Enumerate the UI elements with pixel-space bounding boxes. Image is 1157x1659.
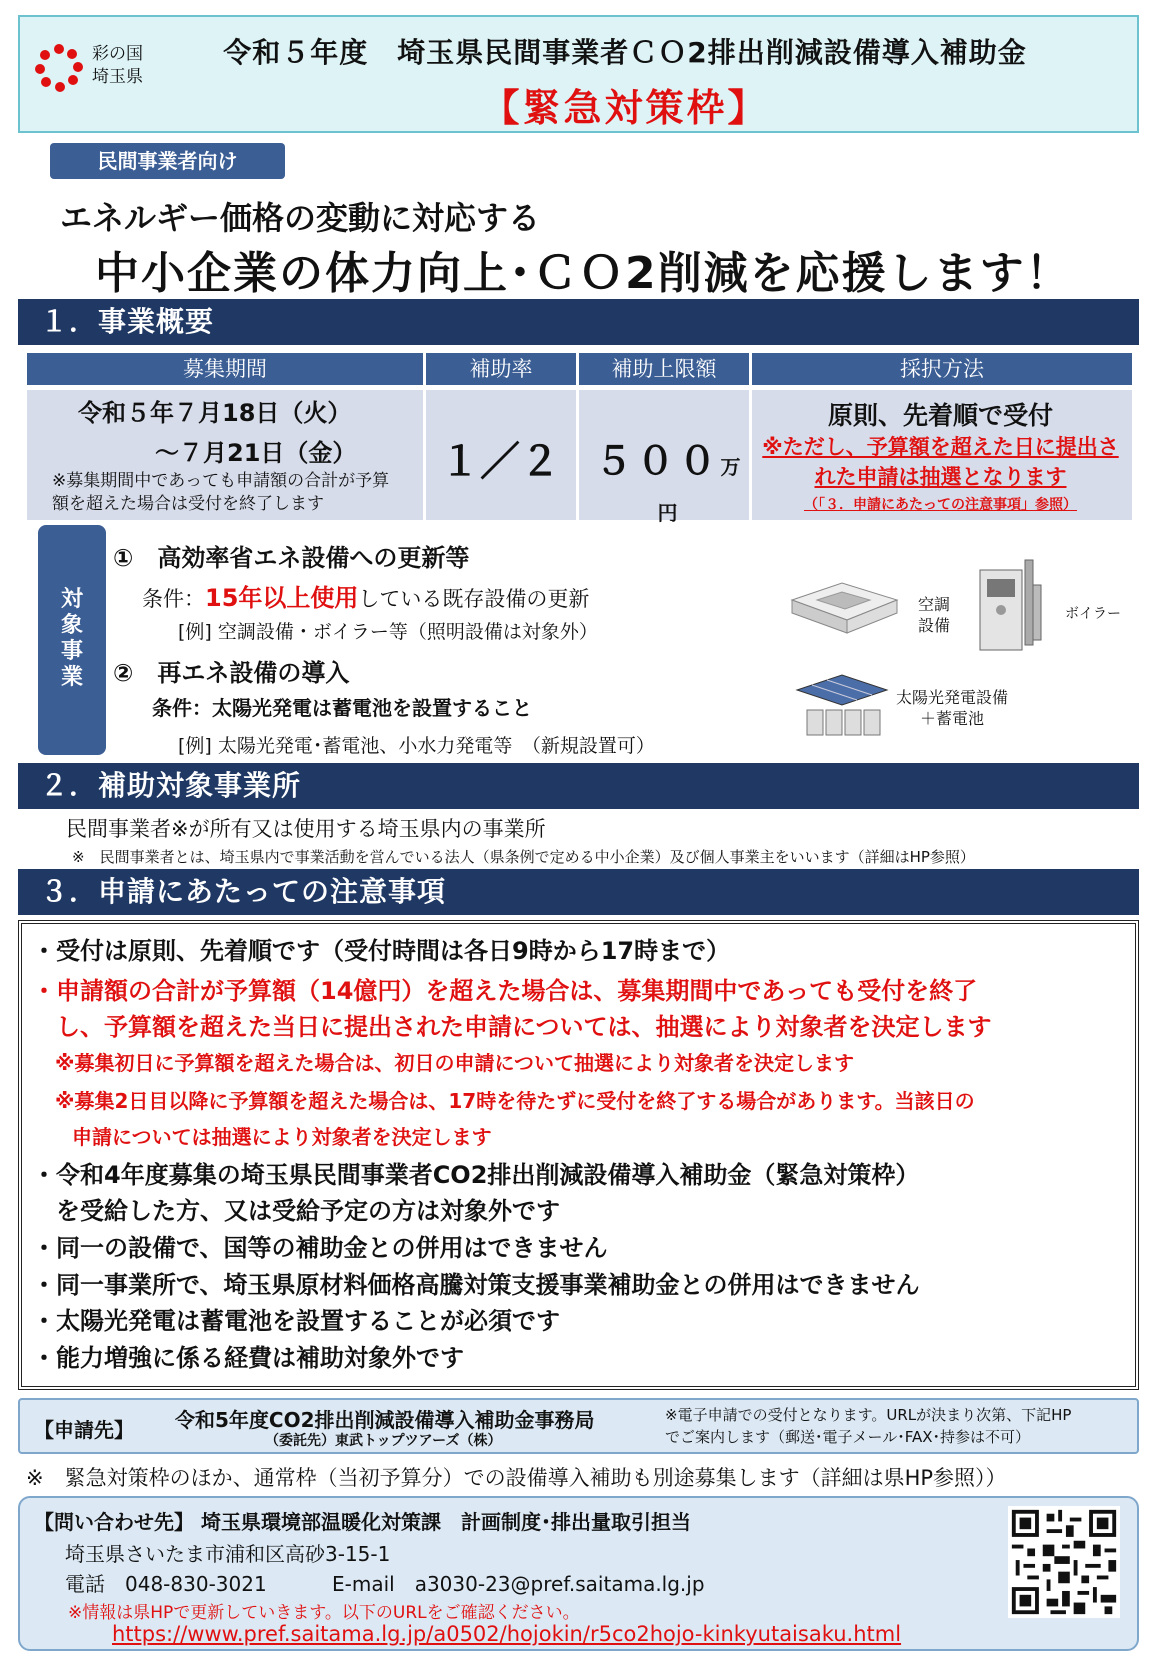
contact-address: 埼玉県さいたま市浦和区高砂3-15-1 (65, 1542, 391, 1566)
note-item: ・受付は原則、先着順です（受付時間は各日9時から17時まで） (32, 937, 731, 965)
project2-condition: 条件：太陽光発電は蓄電池を設置すること (152, 696, 532, 720)
contact-email[interactable]: E-mail a3030-23@pref.saitama.lg.jp (332, 1572, 705, 1596)
general-note: ※ 緊急対策枠のほか、通常枠（当初予算分）での設備導入補助も別途募集します（詳細は県HP参照）） (26, 1466, 1007, 1490)
application-office: 令和5年度CO2排出削減設備導入補助金事務局 (175, 1408, 595, 1432)
table-header-method: 採択方法 (752, 353, 1132, 385)
selection-method-ref: （「３．申請にあたっての注意事項」参照） (804, 497, 1077, 513)
table-header-rate: 補助率 (426, 353, 576, 385)
catchphrase-line2: 中小企業の体力向上･ＣＯ2削減を応援します！ (95, 248, 1072, 299)
table-header-period: 募集期間 (27, 353, 423, 385)
note-item: ・申請額の合計が予算額（14億円）を超えた場合は、募集期間中であっても受付を終了 (32, 977, 978, 1005)
subsidy-rate: １／２ (440, 439, 560, 485)
note-item: ・太陽光発電は蓄電池を設置することが必須です (32, 1307, 560, 1335)
saitama-logo-icon (34, 43, 84, 93)
selection-method-note: ※ただし、予算額を超えた日に提出された申請は抽選となります (762, 435, 1119, 489)
note-item: ・令和4年度募集の埼玉県民間事業者CO2排出削減設備導入補助金（緊急対策枠） (32, 1161, 920, 1189)
period-end: ～７月21日（金） (155, 439, 357, 467)
period-note: ※募集期間中であっても申請額の合計が予算額を超えた場合は受付を終了します (52, 471, 390, 514)
solar-battery-image (792, 670, 892, 738)
note-item: ・同一の設備で、国等の補助金との併用はできません (32, 1234, 608, 1262)
boiler-label: ボイラー (1065, 606, 1121, 622)
note-item: し、予算額を超えた当日に提出された申請については、抽選により対象者を決定します (32, 1013, 992, 1041)
application-contractor: （委託先）東武トップツアーズ（株） (265, 1433, 502, 1449)
eligible-text: 民間事業者※が所有又は使用する埼玉県内の事業所 (66, 817, 546, 841)
contact-box (18, 1496, 1139, 1651)
logo-text: 彩の国 埼玉県 (92, 44, 143, 87)
table-header-limit: 補助上限額 (579, 353, 749, 385)
contact-phone: 電話 048-830-3021 (65, 1572, 267, 1596)
project1-example: [例] 空調設備・ボイラー等（照明設備は対象外） (178, 621, 598, 643)
application-box (18, 1398, 1139, 1454)
section-heading-eligible: ２．補助対象事業所 (18, 763, 1139, 809)
period-start: 令和５年７月18日（火） (78, 399, 352, 427)
subsidy-limit: ５００万円 (594, 439, 741, 525)
note-subitem: 申請については抽選により対象者を決定します (72, 1125, 492, 1149)
target-projects-tag: 対 象 事 業 (38, 525, 106, 755)
air-conditioner-image (782, 575, 902, 645)
note-item: ・同一事業所で、埼玉県原材料価格高騰対策支援事業補助金との併用はできません (32, 1271, 920, 1299)
eligible-note: ※ 民間事業者とは、埼玉県内で事業活動を営んでいる法人（県条例で定める中小企業）及び個人事業主をいいます（詳細はHP参照） (72, 848, 975, 866)
project1-condition: 条件：15年以上使用している既存設備の更新 (142, 584, 590, 612)
boiler-image (975, 555, 1045, 653)
solar-label: 太陽光発電設備 ＋蓄電池 (896, 688, 1009, 728)
contact-note: ※情報は県HPで更新していきます。以下のURLをご確認ください。 (68, 1603, 580, 1623)
selection-method: 原則、先着順で受付 (827, 401, 1053, 430)
project2-title: ② 再エネ設備の導入 (113, 659, 350, 687)
application-label: 【申請先】 (34, 1418, 134, 1442)
catchphrase-line1: エネルギー価格の変動に対応する (60, 199, 541, 237)
qr-code-icon[interactable] (1008, 1506, 1120, 1618)
note-subitem: ※募集2日目以降に予算額を超えた場合は、17時を待たずに受付を終了する場合があります。当該日の (55, 1089, 975, 1113)
section-heading-notes: ３．申請にあたっての注意事項 (18, 869, 1139, 915)
section-heading-overview: １．事業概要 (18, 299, 1139, 345)
ac-label: 空調 設備 (918, 595, 951, 635)
note-subitem: ※募集初日に予算額を超えた場合は、初日の申請について抽選により対象者を決定します (55, 1051, 855, 1075)
contact-url-link[interactable]: https://www.pref.saitama.lg.jp/a0502/hojokin/r5co2hojo-kinkyutaisaku.html (112, 1622, 902, 1646)
project1-title: ① 高効率省エネ設備への更新等 (113, 544, 470, 572)
contact-heading: 【問い合わせ先】 埼玉県環境部温暖化対策課 計画制度･排出量取引担当 (34, 1510, 691, 1534)
application-note: ※電子申請での受付となります。URLが決まり次第、下記HP でご案内します（郵送･電子メール･FAX･持参は不可） (665, 1406, 1072, 1446)
note-item: を受給した方、又は受給予定の方は対象外です (32, 1197, 560, 1225)
page-subtitle: 【緊急対策枠】 (481, 86, 769, 130)
page-title: 令和５年度 埼玉県民間事業者ＣＯ2排出削減設備導入補助金 (223, 36, 1027, 69)
target-audience-tag: 民間事業者向け (50, 143, 285, 179)
header-banner (18, 15, 1139, 133)
project2-example: [例] 太陽光発電･蓄電池、小水力発電等 （新規設置可） (178, 735, 655, 757)
note-item: ・能力増強に係る経費は補助対象外です (32, 1344, 464, 1372)
